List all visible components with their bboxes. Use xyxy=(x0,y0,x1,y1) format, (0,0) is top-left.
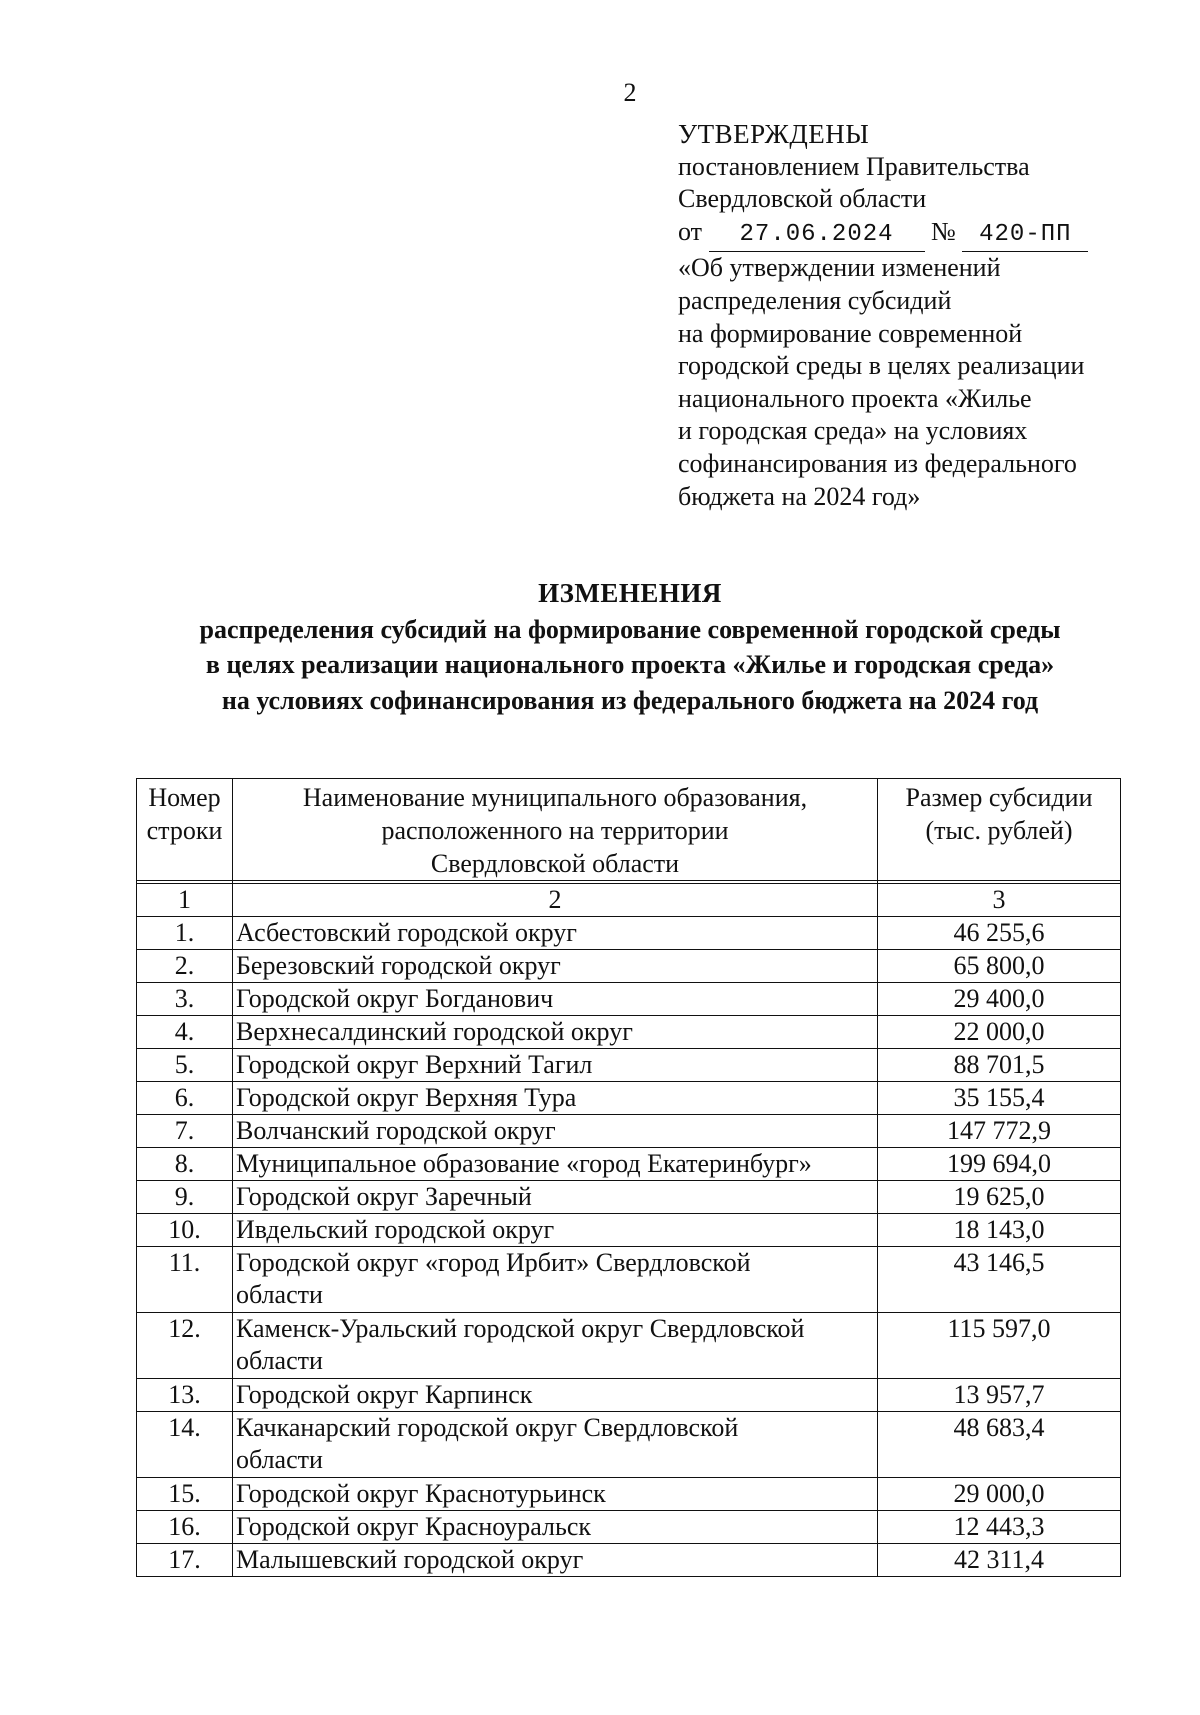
table-row xyxy=(137,1313,1121,1379)
subsidy-amount: 12 443,3 xyxy=(878,1511,1121,1544)
municipality-name xyxy=(233,1049,878,1082)
approval-date-line xyxy=(678,216,1158,253)
row-number: 16. xyxy=(137,1511,233,1544)
row-number: 3. xyxy=(137,983,233,1016)
subsidy-amount: 13 957,7 xyxy=(878,1379,1121,1412)
header-text: Наименование муниципального образования, xyxy=(302,783,808,812)
table-row xyxy=(137,1214,1121,1247)
header-text: (тыс. рублей) xyxy=(925,816,1073,845)
row-number: 9. xyxy=(137,1181,233,1214)
subject-line: «Об утверждении изменений xyxy=(678,253,1001,283)
subject-line: на формирование современной xyxy=(678,318,1023,348)
municipality-name-line: Березовский городской округ xyxy=(236,951,561,980)
row-number: 12. xyxy=(137,1313,233,1379)
municipality-name xyxy=(233,950,878,983)
municipality-name-line: Асбестовский городской округ xyxy=(236,918,577,947)
municipality-name xyxy=(233,917,878,950)
row-number: 10. xyxy=(137,1214,233,1247)
subsidy-amount: 18 143,0 xyxy=(878,1214,1121,1247)
municipality-name xyxy=(233,1379,878,1412)
subsidy-amount: 43 146,5 xyxy=(878,1247,1121,1313)
subsidy-amount: 42 311,4 xyxy=(878,1544,1121,1577)
row-number: 4. xyxy=(137,1016,233,1049)
subsidy-amount: 65 800,0 xyxy=(878,950,1121,983)
number-prefix: № xyxy=(931,216,956,246)
row-number: 5. xyxy=(137,1049,233,1082)
subsidy-amount: 48 683,4 xyxy=(878,1412,1121,1478)
table-row xyxy=(137,983,1121,1016)
municipality-name xyxy=(233,1544,878,1577)
document-title xyxy=(140,576,1120,718)
table-row xyxy=(137,1049,1121,1082)
table-row xyxy=(137,1181,1121,1214)
row-number: 14. xyxy=(137,1412,233,1478)
table-row xyxy=(137,1148,1121,1181)
row-number: 13. xyxy=(137,1379,233,1412)
header-text: строки xyxy=(146,816,223,845)
subsidy-amount: 199 694,0 xyxy=(878,1148,1121,1181)
municipality-name-line: Муниципальное образование «город Екатеринбург» xyxy=(236,1149,812,1178)
municipality-name xyxy=(233,1082,878,1115)
municipality-name xyxy=(233,1115,878,1148)
header-text: Номер xyxy=(148,783,221,812)
approval-line-1: постановлением Правительства xyxy=(678,151,1030,181)
municipality-name xyxy=(233,1148,878,1181)
subject-line: и городская среда» на условиях xyxy=(678,416,1028,446)
subsidy-amount: 115 597,0 xyxy=(878,1313,1121,1379)
column-index: 3 xyxy=(878,884,1121,917)
municipality-name xyxy=(233,983,878,1016)
municipality-name-line: Городской округ Заречный xyxy=(236,1182,532,1211)
row-number: 6. xyxy=(137,1082,233,1115)
municipality-name xyxy=(233,1247,878,1313)
subsidy-amount: 46 255,6 xyxy=(878,917,1121,950)
subject-line: бюджета на 2024 год» xyxy=(678,481,921,511)
municipality-name xyxy=(233,1313,878,1379)
municipality-name-line: Городской округ Красноуральск xyxy=(236,1512,592,1541)
table-row xyxy=(137,1544,1121,1577)
municipality-name-line: Городской округ «город Ирбит» Свердловской xyxy=(236,1248,751,1277)
title-main: ИЗМЕНЕНИЯ xyxy=(538,578,722,608)
subsidy-amount: 35 155,4 xyxy=(878,1082,1121,1115)
municipality-name-line: Городской округ Верхний Тагил xyxy=(236,1050,593,1079)
subject-line: городской среды в целях реализации xyxy=(678,351,1085,381)
table-row xyxy=(137,917,1121,950)
table-row xyxy=(137,950,1121,983)
column-index: 2 xyxy=(233,884,878,917)
approval-date: 27.06.2024 xyxy=(739,220,894,248)
municipality-name-line: Городской округ Карпинск xyxy=(236,1380,533,1409)
subsidy-table xyxy=(136,778,1121,1577)
header-number xyxy=(137,779,233,881)
header-text: Свердловской области xyxy=(430,849,680,878)
table-row xyxy=(137,1016,1121,1049)
row-number: 2. xyxy=(137,950,233,983)
header-text: расположенного на территории xyxy=(381,816,729,845)
row-number: 8. xyxy=(137,1148,233,1181)
row-number: 7. xyxy=(137,1115,233,1148)
approval-line-2: Свердловской области xyxy=(678,184,927,214)
municipality-name xyxy=(233,1511,878,1544)
table-row xyxy=(137,1379,1121,1412)
municipality-name-line: области xyxy=(236,1280,323,1309)
municipality-name-line: Ивдельский городской округ xyxy=(236,1215,555,1244)
municipality-name-line: области xyxy=(236,1445,323,1474)
approval-heading: УТВЕРЖДЕНЫ xyxy=(678,119,870,149)
header-text: Размер субсидии xyxy=(905,783,1093,812)
row-number: 1. xyxy=(137,917,233,950)
municipality-name-line: области xyxy=(236,1346,323,1375)
municipality-name-line: Городской округ Краснотурьинск xyxy=(236,1479,606,1508)
table-row xyxy=(137,1412,1121,1478)
approval-block xyxy=(678,118,1158,513)
row-number: 15. xyxy=(137,1478,233,1511)
municipality-name-line: Верхнесалдинский городской округ xyxy=(236,1017,633,1046)
table-row xyxy=(137,1478,1121,1511)
municipality-name-line: Городской округ Богданович xyxy=(236,984,554,1013)
subsidy-amount: 22 000,0 xyxy=(878,1016,1121,1049)
approval-number: 420-ПП xyxy=(979,220,1072,248)
title-line: распределения субсидий на формирование современной городской среды xyxy=(199,614,1061,644)
table-row xyxy=(137,1115,1121,1148)
page-number: 2 xyxy=(623,78,637,107)
header-value xyxy=(878,779,1121,881)
municipality-name-line: Волчанский городской округ xyxy=(236,1116,556,1145)
title-line: на условиях софинансирования из федерального бюджета на 2024 год xyxy=(221,685,1039,715)
title-line: в целях реализации национального проекта «Жилье и городская среда» xyxy=(205,650,1055,679)
subsidy-amount: 29 400,0 xyxy=(878,983,1121,1016)
table-header-row xyxy=(137,779,1121,881)
date-prefix: от xyxy=(678,216,703,246)
municipality-name-line: Городской округ Верхняя Тура xyxy=(236,1083,577,1112)
table-row xyxy=(137,1511,1121,1544)
municipality-name xyxy=(233,1412,878,1478)
municipality-name xyxy=(233,1214,878,1247)
municipality-name xyxy=(233,1181,878,1214)
municipality-name-line: Качканарский городской округ Свердловской xyxy=(236,1413,739,1442)
municipality-name-line: Малышевский городской округ xyxy=(236,1545,584,1574)
row-number: 17. xyxy=(137,1544,233,1577)
row-number: 11. xyxy=(137,1247,233,1313)
subject-line: распределения субсидий xyxy=(678,285,952,315)
column-index: 1 xyxy=(137,884,233,917)
subject-line: национального проекта «Жилье xyxy=(678,383,1032,413)
subsidy-amount: 29 000,0 xyxy=(878,1478,1121,1511)
header-name xyxy=(233,779,878,881)
table-row xyxy=(137,1247,1121,1313)
municipality-name xyxy=(233,1016,878,1049)
municipality-name-line: Каменск-Уральский городской округ Свердловской xyxy=(236,1314,805,1343)
table-row xyxy=(137,1082,1121,1115)
subsidy-amount: 147 772,9 xyxy=(878,1115,1121,1148)
column-index-row xyxy=(137,884,1121,917)
subsidy-amount: 88 701,5 xyxy=(878,1049,1121,1082)
municipality-name xyxy=(233,1478,878,1511)
subsidy-amount: 19 625,0 xyxy=(878,1181,1121,1214)
subject-line: софинансирования из федерального xyxy=(678,448,1077,478)
